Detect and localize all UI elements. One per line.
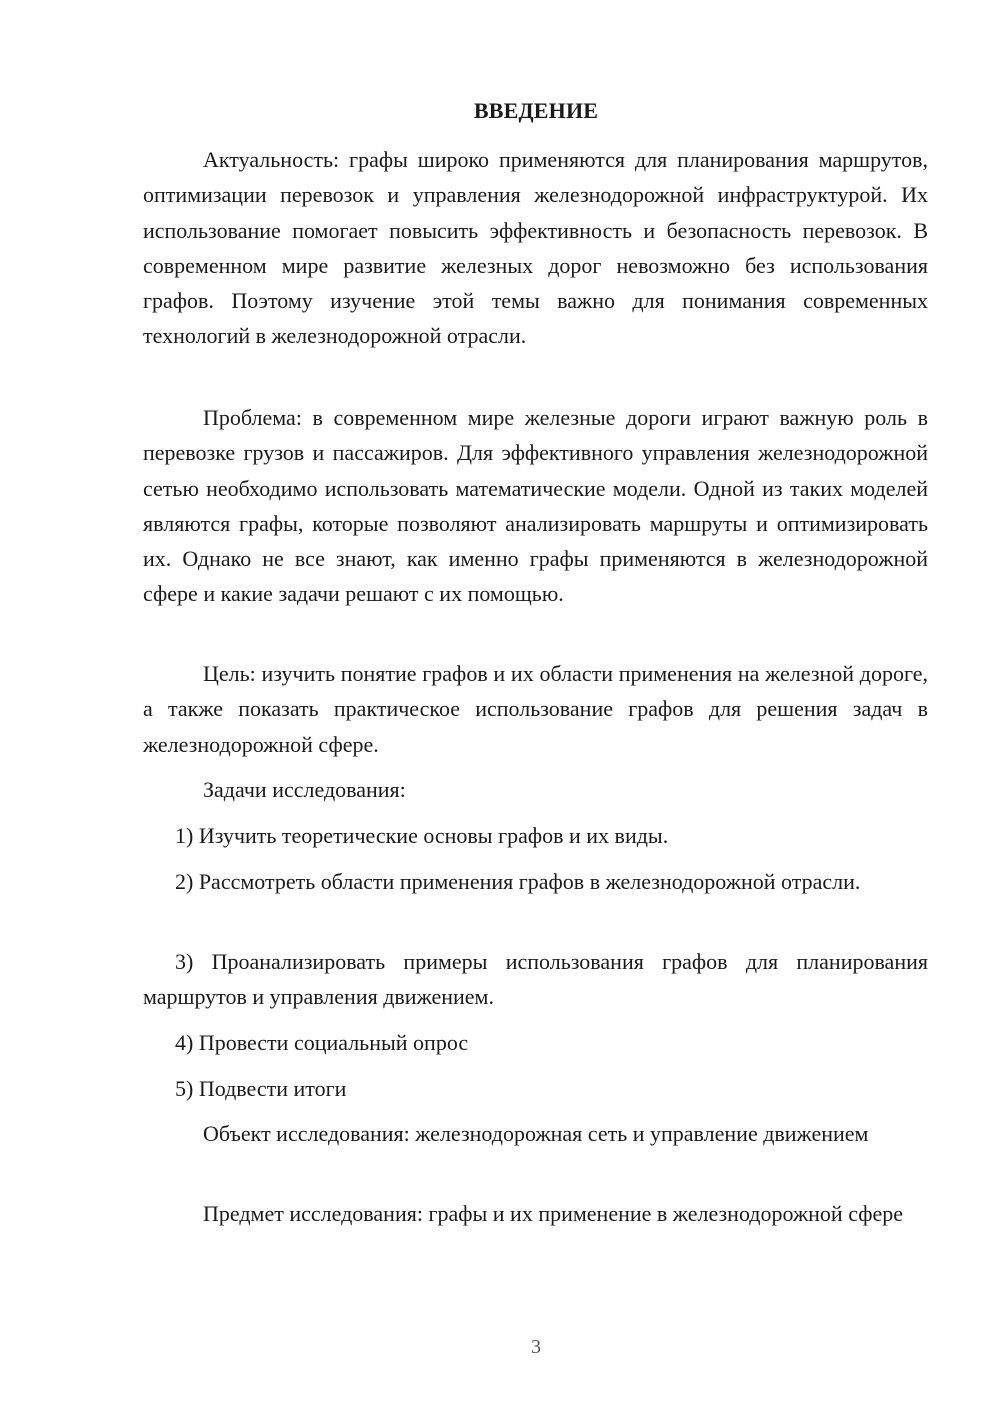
page-number: 3	[531, 1336, 541, 1358]
page-title: ВВЕДЕНИЕ	[473, 98, 599, 123]
paragraph-problem: Проблема: в современном мире железные дороги играют важную роль в перевозке грузов и пассажиров. Для эффективного управления железнодорожной сетью необходимо использовать математические модели. Одной из таких моделей являются графы, которые позволяют анализировать маршруты и оптимизировать их. Однако не все знают, как именно графы применяются в железнодорожной сфере и какие задачи решают с их помощью.	[143, 405, 928, 607]
paragraph-subject: Предмет исследования: графы и их применение в железнодорожной сфере	[203, 1201, 904, 1226]
task-item-5: 5) Подвести итоги	[175, 1076, 347, 1101]
paragraph-relevance: Актуальность: графы широко применяются для планирования маршрутов, оптимизации перевозок и управления железнодорожной инфраструктурой. Их использование помогает повысить эффективность и безопасность перевозок. В современном мире развитие железных дорог невозможно без использования графов. Поэтому изучение этой темы важно для понимания современных технологий в железнодорожной отрасли.	[143, 147, 928, 349]
task-item-4: 4) Провести социальный опрос	[175, 1030, 469, 1055]
paragraph-goal: Цель: изучить понятие графов и их области применения на железной дороге, а также показать практическое использование графов для решения задач в железнодорожной сфере.	[143, 661, 928, 757]
paragraph-object: Объект исследования: железнодорожная сеть и управление движением	[203, 1121, 869, 1146]
tasks-heading: Задачи исследования:	[203, 777, 406, 802]
task-item-3: 3) Проанализировать примеры использования графов для планирования маршрутов и управления движением.	[143, 949, 928, 1010]
task-item-1: 1) Изучить теоретические основы графов и их виды.	[175, 823, 669, 848]
task-item-2: 2) Рассмотреть области применения графов в железнодорожной отрасли.	[175, 869, 861, 894]
